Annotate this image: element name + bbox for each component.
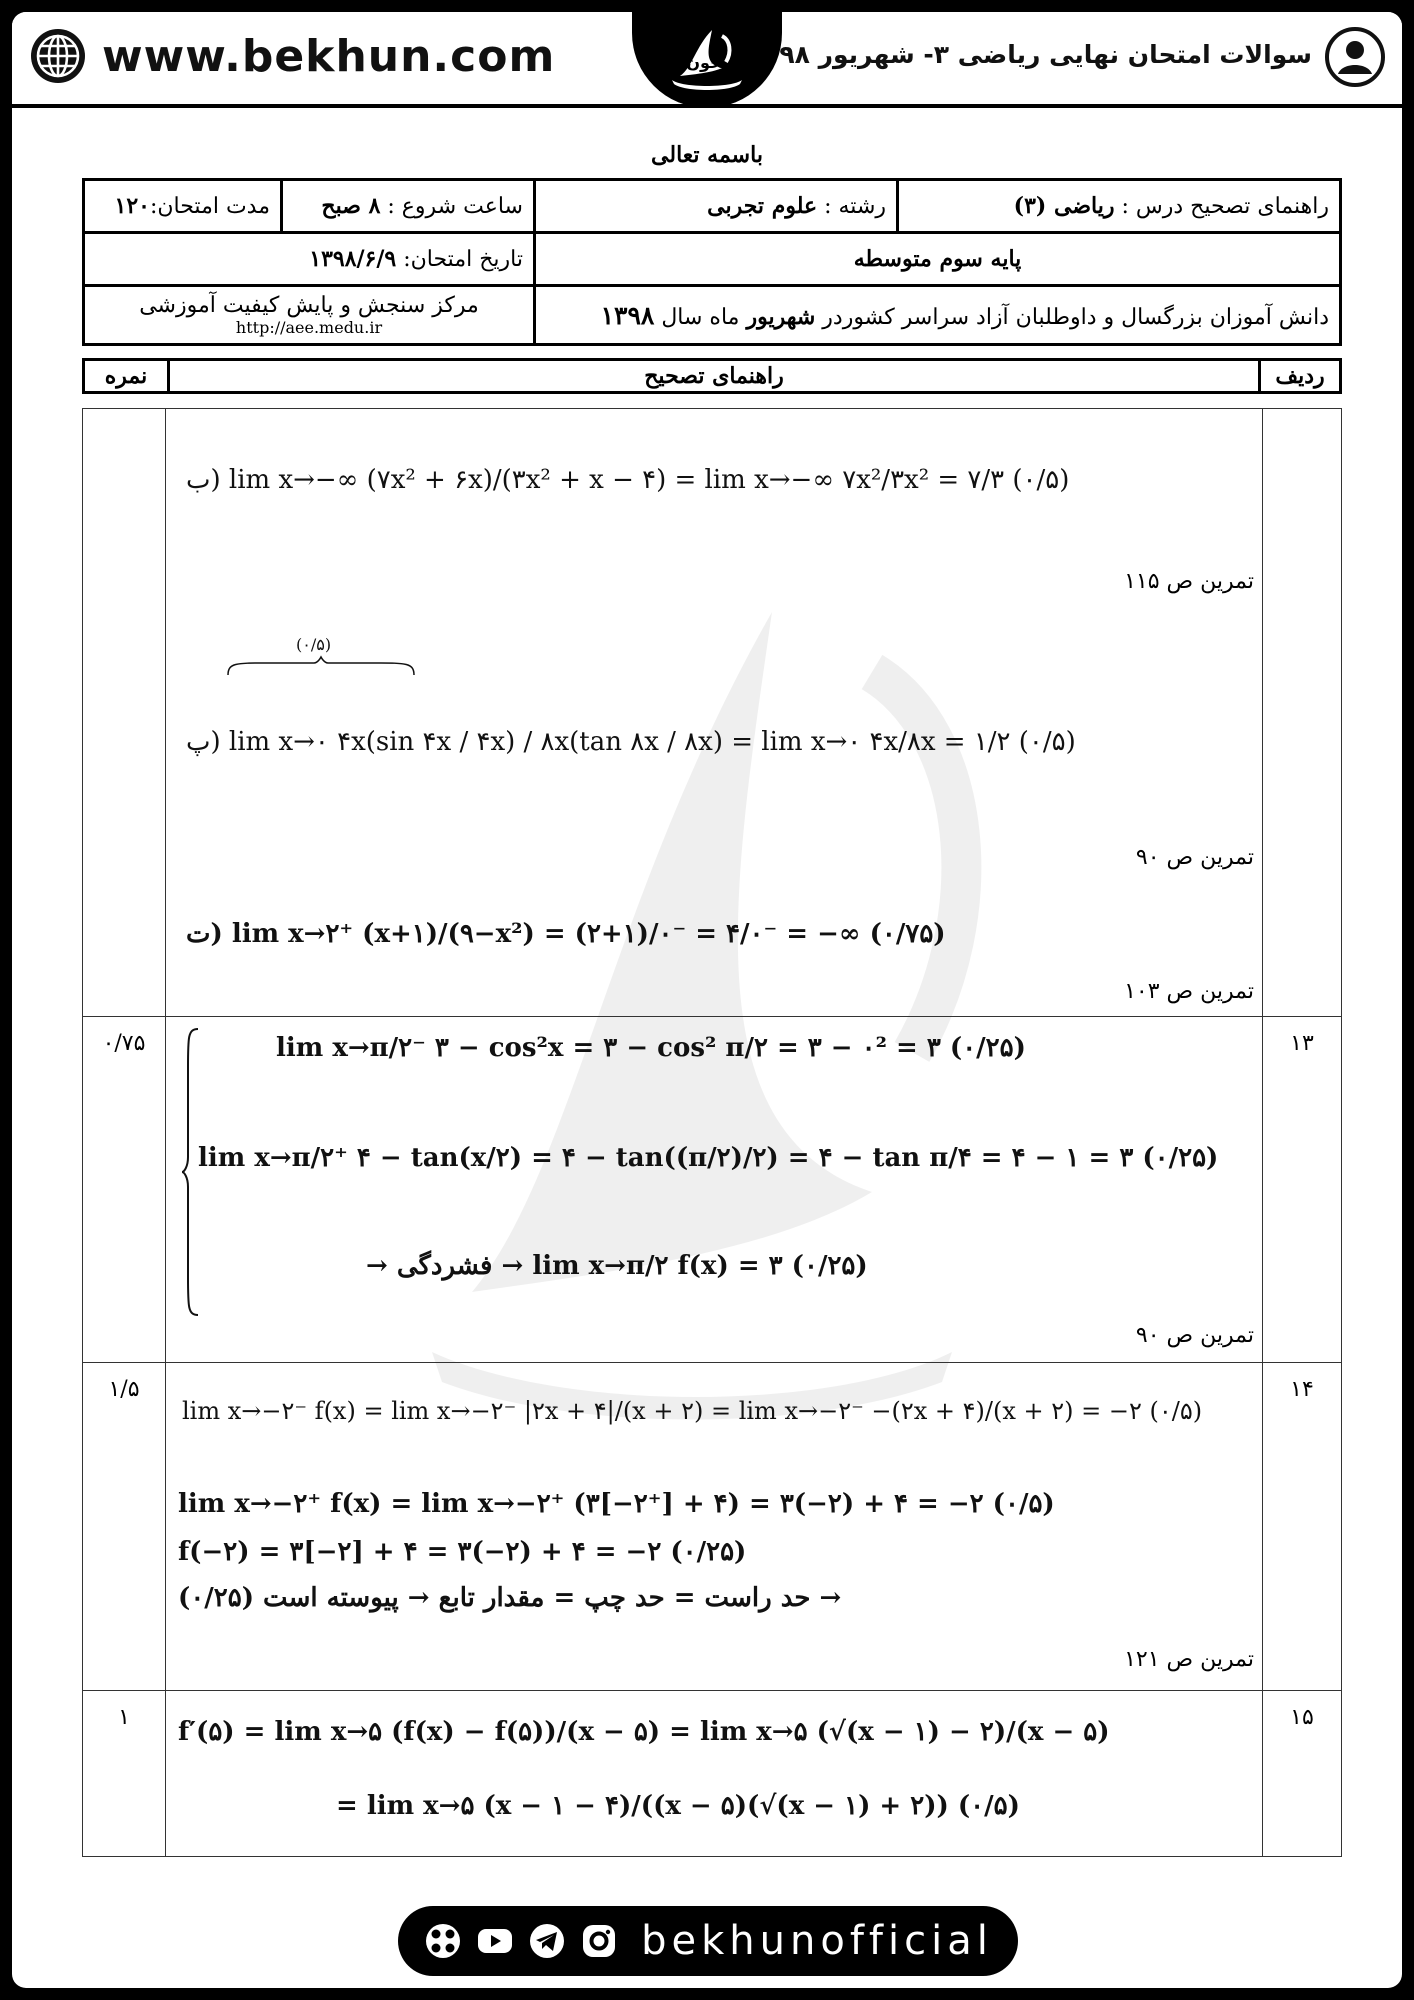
site-link[interactable] bbox=[28, 26, 555, 86]
social-handle[interactable]: bekhunofficial bbox=[641, 1918, 993, 1964]
audience-prefix: دانش آموزان بزرگسال و داوطلبان آزاد سراسر کشوردر bbox=[815, 304, 1329, 330]
duration: ۱۲۰ bbox=[114, 193, 150, 219]
date-label: تاریخ امتحان: bbox=[396, 247, 523, 272]
score bbox=[83, 409, 166, 1017]
aparat-icon[interactable] bbox=[423, 1921, 463, 1961]
date-cell bbox=[84, 233, 535, 286]
youtube-icon[interactable] bbox=[475, 1921, 515, 1961]
score: ۰/۷۵ bbox=[83, 1017, 166, 1363]
user-icon[interactable] bbox=[1324, 26, 1386, 88]
duration-label: مدت امتحان: bbox=[149, 194, 270, 219]
grade-cell bbox=[535, 233, 1341, 286]
grade: پایه سوم متوسطه bbox=[853, 246, 1022, 272]
audience-mid: ماه سال bbox=[654, 304, 747, 330]
limit-left-line: lim x→π/۲⁻ ۳ − cos²x = ۳ − cos² π/۲ = ۳ − ۰² = ۳ (۰/۲۵) bbox=[276, 1033, 1026, 1063]
audience-year: ۱۳۹۸ bbox=[600, 300, 655, 330]
center-url[interactable]: http://aee.medu.ir bbox=[235, 318, 383, 337]
function-value-line: f(−۲) = ۳[−۲] + ۴ = ۳(−۲) + ۴ = −۲ (۰/۲۵) bbox=[178, 1537, 747, 1567]
derivative-line-2: = lim x→۵ (x − ۱ − ۴)/((x − ۵)(√(x − ۱) + ۲)) (۰/۵) bbox=[336, 1791, 1020, 1821]
table-row bbox=[83, 1691, 1342, 1857]
site-header bbox=[12, 12, 1402, 108]
row-number bbox=[1263, 409, 1342, 1017]
continuity-conclusion: → حد راست = حد چپ = مقدار تابع → پیوسته است (۰/۲۵) bbox=[178, 1583, 842, 1613]
audience-month: شهریور bbox=[746, 303, 816, 330]
exam-date: ۱۳۹۸/۶/۹ bbox=[309, 246, 397, 272]
limit-right-line: lim x→π/۲⁺ ۴ − tan(x/۲) = ۴ − tan((π/۲)/۲) = ۴ − tan π/۴ = ۴ − ۱ = ۳ (۰/۲۵) bbox=[198, 1143, 1219, 1173]
logo-text: بخون bbox=[686, 53, 728, 72]
answer-t: ت) lim x→۲⁺ (x+۱)/(۹−x²) = (۲+۱)/۰⁻ = ۴/۰⁻ = −∞ (۰/۷۵) bbox=[186, 919, 946, 949]
logo-mark bbox=[652, 18, 762, 98]
field-label: رشته : bbox=[817, 194, 886, 219]
exercise-ref: تمرین ص ۹۰ bbox=[1135, 845, 1254, 870]
column-header bbox=[82, 358, 1342, 394]
table-row bbox=[83, 1363, 1342, 1691]
answer-cell bbox=[166, 1363, 1263, 1691]
score: ۱/۵ bbox=[83, 1363, 166, 1691]
audience-cell bbox=[535, 286, 1341, 345]
globe-icon bbox=[28, 26, 88, 86]
start-time: ۸ صبح bbox=[321, 193, 381, 219]
row-number: ۱۵ bbox=[1263, 1691, 1342, 1857]
start-cell bbox=[282, 180, 535, 233]
col-guide: راهنمای تصحیح bbox=[169, 360, 1260, 393]
page-title: سوالات امتحان نهایی ریاضی ۳- شهریور ۹۸ bbox=[779, 40, 1312, 69]
left-brace bbox=[180, 1027, 200, 1317]
squeeze-conclusion: → فشردگی → lim x→π/۲ f(x) = ۳ (۰/۲۵) bbox=[366, 1251, 868, 1281]
col-row: ردیف bbox=[1260, 360, 1341, 393]
subject-cell bbox=[898, 180, 1341, 233]
score: ۱ bbox=[83, 1691, 166, 1857]
start-label: ساعت شروع : bbox=[380, 194, 523, 219]
exam-page bbox=[12, 12, 1402, 1988]
derivative-line: f′(۵) = lim x→۵ (f(x) − f(۵))/(x − ۵) = lim x→۵ (√(x − ۱) − ۲)/(x − ۵) bbox=[178, 1717, 1110, 1747]
field-cell bbox=[535, 180, 898, 233]
answer-b: ب) lim x→−∞ (۷x² + ۶x)/(۳x² + x − ۴) = lim x→−∞ ۷x²/۳x² = ۷/۳ (۰/۵) bbox=[186, 465, 1070, 495]
bismillah: باسمه تعالی bbox=[651, 142, 763, 168]
right-limit-line: lim x→−۲⁺ f(x) = lim x→−۲⁺ (۳[−۲⁺] + ۴) = ۳(−۲) + ۴ = −۲ (۰/۵) bbox=[178, 1489, 1055, 1519]
answer-p: پ) lim x→۰ ۴x(sin ۴x / ۴x) / ۸x(tan ۸x / ۸x) = lim x→۰ ۴x/۸x = ۱/۲ (۰/۵) bbox=[186, 727, 1076, 757]
exercise-ref: تمرین ص ۱۰۳ bbox=[1124, 979, 1254, 1004]
answer-cell bbox=[166, 409, 1263, 1017]
guide-label: راهنمای تصحیح درس : bbox=[1114, 194, 1329, 219]
exercise-ref: تمرین ص ۱۱۵ bbox=[1124, 569, 1254, 594]
answer-cell bbox=[166, 1017, 1263, 1363]
exercise-ref: تمرین ص ۱۲۱ bbox=[1124, 1647, 1254, 1672]
center-name: مرکز سنجش و پایش کیفیت آموزشی bbox=[139, 293, 479, 318]
duration-cell bbox=[84, 180, 282, 233]
overbrace bbox=[226, 655, 416, 677]
answer-cell bbox=[166, 1691, 1263, 1857]
instagram-icon[interactable] bbox=[579, 1921, 619, 1961]
brand-logo bbox=[632, 12, 782, 108]
field: علوم تجربی bbox=[707, 193, 818, 219]
telegram-icon[interactable] bbox=[527, 1921, 567, 1961]
col-score: نمره bbox=[84, 360, 169, 393]
site-url[interactable]: www.bekhun.com bbox=[102, 30, 556, 82]
center-cell bbox=[84, 286, 535, 345]
row-number: ۱۳ bbox=[1263, 1017, 1342, 1363]
table-row bbox=[83, 1017, 1342, 1363]
row-number: ۱۴ bbox=[1263, 1363, 1342, 1691]
social-footer bbox=[398, 1906, 1018, 1976]
exam-info-table bbox=[82, 178, 1342, 346]
table-row bbox=[83, 409, 1342, 1017]
brace-score: (۰/۵) bbox=[296, 635, 332, 654]
left-limit-line: lim x→−۲⁻ f(x) = lim x→−۲⁻ |۲x + ۴|/(x + ۲) = lim x→−۲⁻ −(۲x + ۴)/(x + ۲) = −۲ (۰/۵) bbox=[182, 1397, 1203, 1425]
answers-table bbox=[82, 408, 1342, 1857]
subject: ریاضی (۳) bbox=[1013, 193, 1115, 219]
exercise-ref: تمرین ص ۹۰ bbox=[1135, 1323, 1254, 1348]
